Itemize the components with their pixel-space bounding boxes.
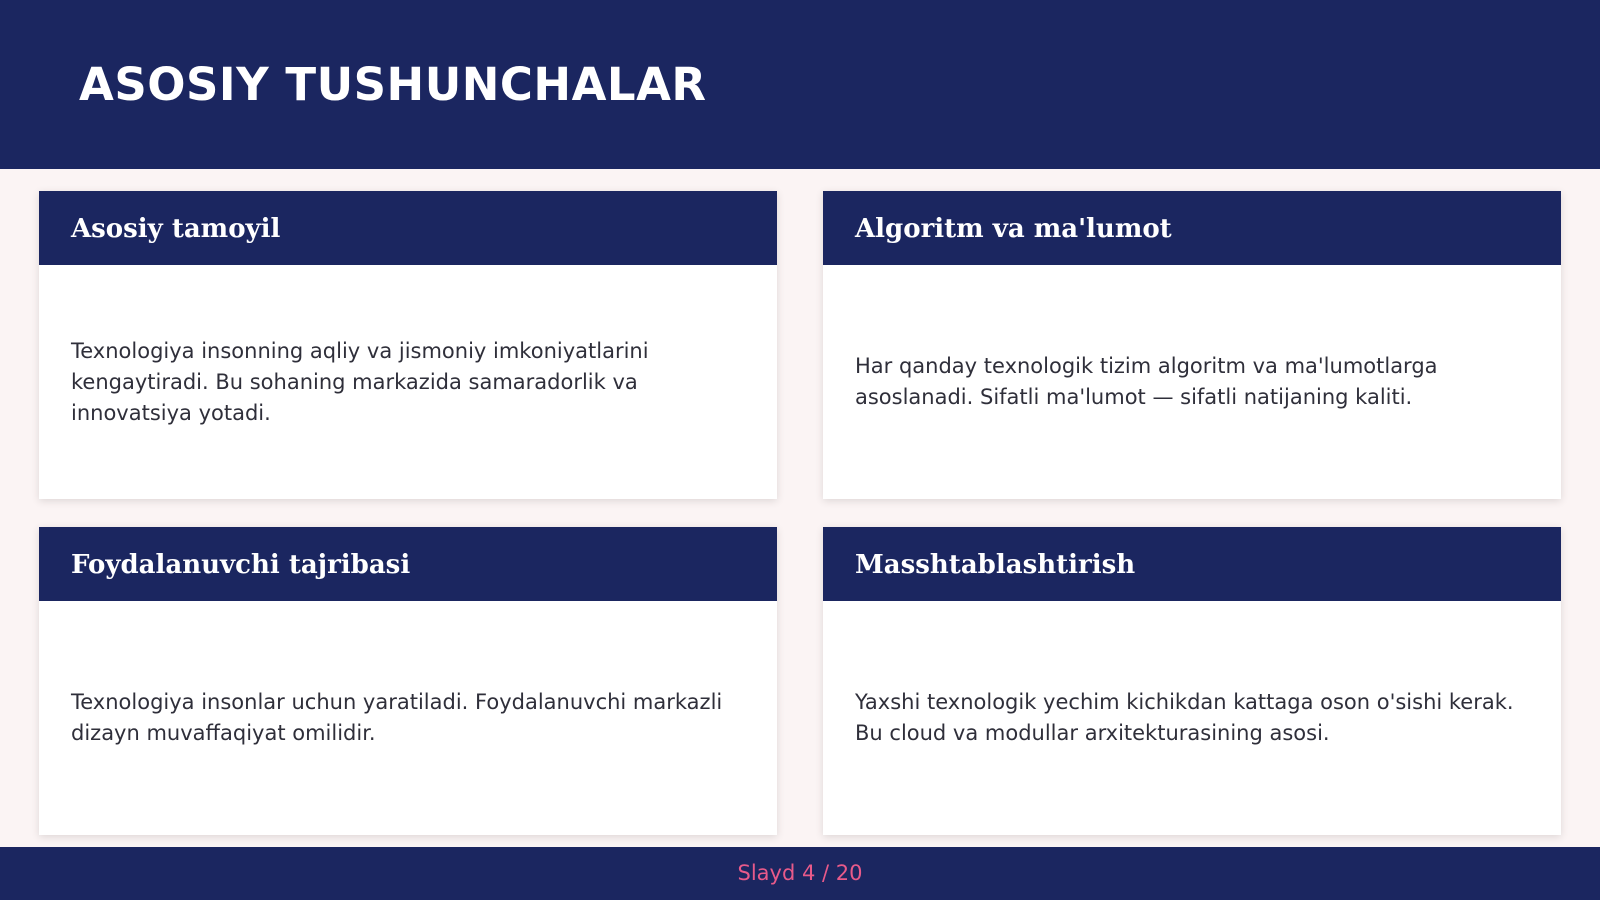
card-body bbox=[823, 601, 1561, 835]
concept-card bbox=[39, 527, 777, 835]
card-title: Foydalanuvchi tajribasi bbox=[71, 550, 411, 580]
card-header bbox=[823, 527, 1561, 601]
card-title: Asosiy tamoyil bbox=[71, 214, 281, 244]
slide-footer bbox=[0, 847, 1600, 900]
card-text: Texnologiya insonning aqliy va jismoniy imkoniyatlarini kengaytiradi. Bu sohaning markazida samaradorlik va innovatsiya yotadi. bbox=[71, 338, 649, 425]
concept-card bbox=[823, 191, 1561, 499]
card-header bbox=[39, 191, 777, 265]
concept-card bbox=[823, 527, 1561, 835]
concept-card bbox=[39, 191, 777, 499]
card-body bbox=[39, 265, 777, 499]
card-text: Texnologiya insonlar uchun yaratiladi. Foydalanuvchi markazli dizayn muvaffaqiyat omilidir. bbox=[71, 690, 723, 745]
card-text: Yaxshi texnologik yechim kichikdan kattaga oson o'sishi kerak. Bu cloud va modullar arxitekturasining asosi. bbox=[855, 690, 1514, 745]
slide-header bbox=[0, 0, 1600, 169]
slide-title: ASOSIY TUSHUNCHALAR bbox=[79, 58, 707, 111]
card-header bbox=[39, 527, 777, 601]
card-header bbox=[823, 191, 1561, 265]
card-body bbox=[823, 265, 1561, 499]
slide-counter: Slayd 4 / 20 bbox=[737, 861, 863, 885]
card-text: Har qanday texnologik tizim algoritm va ma'lumotlarga asoslanadi. Sifatli ma'lumot — sifatli natijaning kaliti. bbox=[855, 354, 1438, 409]
card-title: Algoritm va ma'lumot bbox=[855, 214, 1172, 244]
card-title: Masshtablashtirish bbox=[855, 550, 1136, 580]
card-body bbox=[39, 601, 777, 835]
